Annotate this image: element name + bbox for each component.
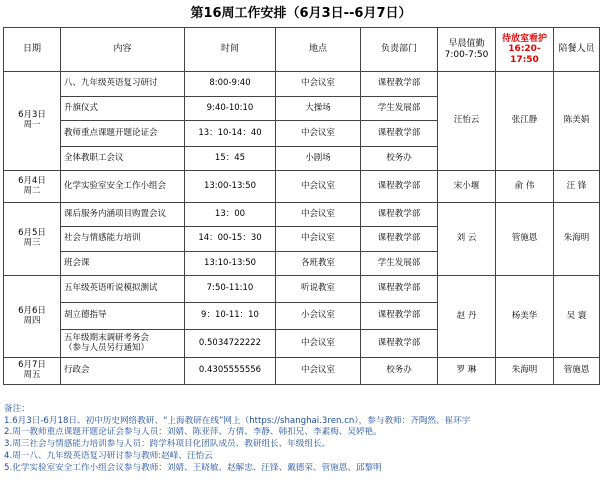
place-cell: 大操场 bbox=[276, 97, 361, 121]
header-morning-duty bbox=[438, 28, 496, 72]
time-cell: 9：10-11：10 bbox=[185, 303, 276, 330]
time-cell: 14：00-15：30 bbox=[185, 227, 276, 252]
time-cell: 15：45 bbox=[185, 147, 276, 171]
dept-cell: 校务办 bbox=[361, 147, 438, 171]
dept-cell: 课程教学部 bbox=[361, 203, 438, 227]
content-cell: 教师重点课题开题论证会 bbox=[61, 121, 185, 147]
duty-cell: 汪怡云 bbox=[438, 72, 496, 171]
table-row bbox=[4, 203, 600, 227]
escort-cell: 管施恩 bbox=[554, 358, 600, 385]
time-cell: 9:40-10:10 bbox=[185, 97, 276, 121]
dept-cell: 学生发展部 bbox=[361, 252, 438, 276]
note-item: 5.化学实验室安全工作小组会议参与教师：刘婧、王晓敏、赵解忠、汪锋、戴德荣、管施恩、邱黎明 bbox=[4, 462, 382, 473]
dept-cell: 课程教学部 bbox=[361, 303, 438, 330]
dept-cell: 课程教学部 bbox=[361, 121, 438, 147]
care-cell: 张江静 bbox=[496, 72, 554, 171]
care-cell: 杨美华 bbox=[496, 276, 554, 358]
header-morning-duty-time: 7:00-7:50 bbox=[444, 49, 489, 60]
day-date-cell bbox=[4, 171, 61, 203]
place-cell: 听说教室 bbox=[276, 276, 361, 303]
note-item: 1.6月3日-6月18日、初中历史网络教研、“上海教研在线”网上（https://shanghai.3ren.cn），参与教师：齐陶然、崔环宇 bbox=[4, 415, 471, 426]
dept-cell: 课程教学部 bbox=[361, 276, 438, 303]
day-date-cell bbox=[4, 203, 61, 276]
header-escort: 陪餐人员 bbox=[554, 28, 600, 72]
header-time: 时间 bbox=[185, 28, 276, 72]
place-cell: 中会议室 bbox=[276, 171, 361, 203]
place-cell: 中会议室 bbox=[276, 203, 361, 227]
care-cell: 朱海明 bbox=[496, 358, 554, 385]
table-row bbox=[4, 72, 600, 97]
duty-cell: 罗 琳 bbox=[438, 358, 496, 385]
place-cell: 小会议室 bbox=[276, 303, 361, 330]
content-cell: 课后服务内涵项目购置会议 bbox=[61, 203, 185, 227]
escort-cell: 朱海明 bbox=[554, 203, 600, 276]
place-cell: 小剧场 bbox=[276, 147, 361, 171]
note-item: 4.周一八、九年级英语复习研讨参与教师:赵峰、汪怡云 bbox=[4, 450, 213, 461]
content-cell: 五年级英语听说模拟测试 bbox=[61, 276, 185, 303]
header-care bbox=[496, 28, 554, 72]
time-cell: 0.4305555556 bbox=[185, 358, 276, 385]
time-cell: 13:10-13:50 bbox=[185, 252, 276, 276]
dept-cell: 课程教学部 bbox=[361, 171, 438, 203]
care-cell: 管施恩 bbox=[496, 203, 554, 276]
content-cell: 胡立德指导 bbox=[61, 303, 185, 330]
content-cell: 全体教职工会议 bbox=[61, 147, 185, 171]
dept-cell: 课程教学部 bbox=[361, 72, 438, 97]
header-morning-duty-label: 早晨值勤 bbox=[448, 39, 485, 50]
table-row bbox=[4, 358, 600, 385]
day-weekday: 周三 bbox=[23, 238, 41, 248]
notes-section bbox=[4, 404, 600, 474]
place-cell: 中会议室 bbox=[276, 121, 361, 147]
day-date-cell bbox=[4, 72, 61, 171]
day-date: 6月5日 bbox=[18, 228, 46, 239]
duty-cell: 宋小堰 bbox=[438, 171, 496, 203]
dept-cell: 学生发展部 bbox=[361, 97, 438, 121]
time-cell: 7:50-11:10 bbox=[185, 276, 276, 303]
content-line-note: （参与人员另行通知） bbox=[64, 342, 150, 353]
time-cell: 13：00 bbox=[185, 203, 276, 227]
day-date-cell bbox=[4, 358, 61, 385]
time-cell: 0.5034722222 bbox=[185, 330, 276, 358]
escort-cell: 吴 寰 bbox=[554, 276, 600, 358]
table-row bbox=[4, 276, 600, 303]
time-cell: 13:00-13:50 bbox=[185, 171, 276, 203]
day-weekday: 周四 bbox=[23, 315, 41, 326]
header-row bbox=[4, 28, 600, 72]
place-cell: 中会议室 bbox=[276, 358, 361, 385]
day-date: 6月7日 bbox=[18, 360, 46, 371]
header-place: 地点 bbox=[276, 28, 361, 72]
time-cell: 8:00-9:40 bbox=[185, 72, 276, 97]
content-cell: 行政会 bbox=[61, 358, 185, 385]
notes-heading: 备注： bbox=[4, 404, 30, 414]
note-item: 2.周一教师重点课题开题论证会参与人员：刘婧、陈亚萍、方倩、李静、韩扣兄、李素梅、吴婷艳。 bbox=[4, 427, 382, 438]
content-cell: 班会课 bbox=[61, 252, 185, 276]
day-weekday: 周二 bbox=[23, 185, 41, 196]
place-cell: 中会议室 bbox=[276, 227, 361, 252]
day-date: 6月4日 bbox=[18, 175, 46, 186]
escort-cell: 汪 锋 bbox=[554, 171, 600, 203]
time-cell: 13：10-14：40 bbox=[185, 121, 276, 147]
content-cell: 八、九年级英语复习研讨 bbox=[61, 72, 185, 97]
day-weekday: 周五 bbox=[23, 370, 41, 380]
content-cell: 升旗仪式 bbox=[61, 97, 185, 121]
schedule-table bbox=[3, 27, 600, 385]
content-cell: 社会与情感能力培训 bbox=[61, 227, 185, 252]
content-cell bbox=[61, 330, 185, 358]
care-cell: 俞 伟 bbox=[496, 171, 554, 203]
header-content: 内容 bbox=[61, 28, 185, 72]
dept-cell: 课程教学部 bbox=[361, 330, 438, 358]
duty-cell: 赵 丹 bbox=[438, 276, 496, 358]
escort-cell: 陈美娟 bbox=[554, 72, 600, 171]
day-date-cell bbox=[4, 276, 61, 358]
header-date: 日期 bbox=[4, 28, 61, 72]
day-date: 6月6日 bbox=[18, 305, 46, 316]
header-care-label: 待放室看护 bbox=[501, 33, 547, 44]
content-cell: 化学实验室安全工作小组会 bbox=[61, 171, 185, 203]
day-date: 6月3日 bbox=[18, 110, 46, 121]
dept-cell: 校务办 bbox=[361, 358, 438, 385]
header-care-time: 16:20-17:50 bbox=[508, 44, 541, 65]
header-dept: 负责部门 bbox=[361, 28, 438, 72]
duty-cell: 刘 云 bbox=[438, 203, 496, 276]
place-cell: 中会议室 bbox=[276, 72, 361, 97]
dept-cell: 课程教学部 bbox=[361, 227, 438, 252]
page-title: 第16周工作安排（6月3日--6月7日） bbox=[190, 6, 412, 21]
place-cell: 中会议室 bbox=[276, 330, 361, 358]
content-line: 五年级期末调研考务会 bbox=[64, 332, 150, 343]
note-item: 3.周三社会与情感能力培训参与人员：跨学科项目化团队成员、教研组长、年级组长。 bbox=[4, 439, 331, 450]
table-row bbox=[4, 171, 600, 203]
day-weekday: 周一 bbox=[23, 120, 41, 130]
place-cell: 各班教室 bbox=[276, 252, 361, 276]
